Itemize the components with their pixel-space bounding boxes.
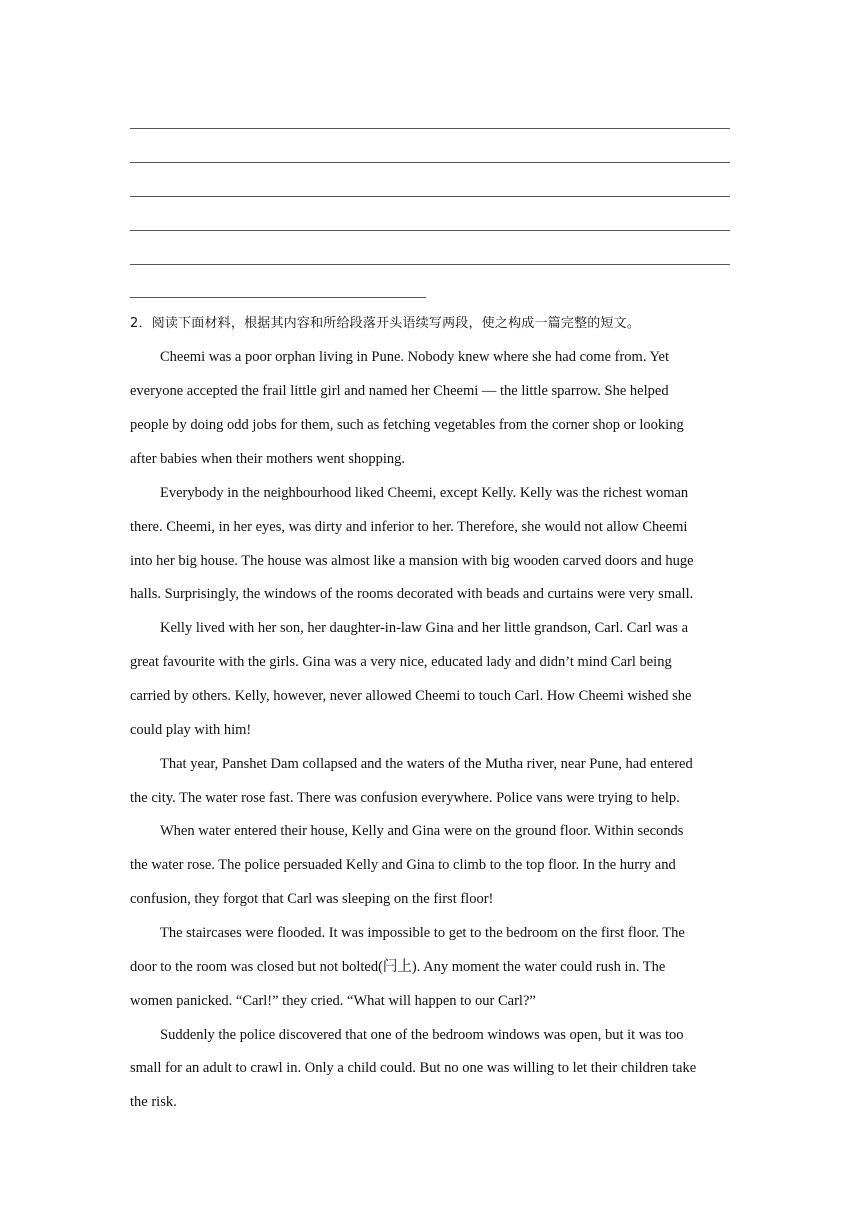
passage-line: carried by others. Kelly, however, never allowed Cheemi to touch Carl. How Cheemi wished she	[130, 688, 692, 704]
passage-line: The staircases were flooded. It was impossible to get to the bedroom on the first floor. The	[160, 925, 685, 941]
passage-line: the city. The water rose fast. There was confusion everywhere. Police vans were trying to help.	[130, 790, 680, 806]
passage-line: halls. Surprisingly, the windows of the rooms decorated with beads and curtains were very small.	[130, 586, 694, 602]
passage-line: there. Cheemi, in her eyes, was dirty and inferior to her. Therefore, she would not allow Cheemi	[130, 519, 688, 535]
passage-line: the water rose. The police persuaded Kelly and Gina to climb to the top floor. In the hurry and	[130, 857, 676, 873]
answer-line	[130, 128, 730, 129]
answer-line	[130, 230, 730, 231]
passage-line: people by doing odd jobs for them, such as fetching vegetables from the corner shop or looking	[130, 417, 684, 433]
answer-line	[130, 264, 730, 265]
passage-line: the risk.	[130, 1094, 177, 1110]
passage-line: When water entered their house, Kelly and Gina were on the ground floor. Within seconds	[160, 823, 684, 839]
passage-line: could play with him!	[130, 722, 252, 738]
question-header: 2．阅读下面材料，根据其内容和所给段落开头语续写两段，使之构成一篇完整的短文。	[130, 316, 641, 331]
passage-line: Everybody in the neighbourhood liked Cheemi, except Kelly. Kelly was the richest woman	[160, 485, 689, 501]
passage-line: after babies when their mothers went shopping.	[130, 451, 406, 467]
passage-line: Cheemi was a poor orphan living in Pune. Nobody knew where she had come from. Yet	[160, 349, 670, 365]
passage-line: Suddenly the police discovered that one of the bedroom windows was open, but it was too	[160, 1027, 684, 1043]
passage-line: women panicked. “Carl!” they cried. “What will happen to our Carl?”	[130, 993, 536, 1009]
passage-line: great favourite with the girls. Gina was a very nice, educated lady and didn’t mind Carl being	[130, 654, 672, 670]
answer-line	[130, 196, 730, 197]
passage-line: into her big house. The house was almost like a mansion with big wooden carved doors and huge	[130, 553, 694, 569]
passage-line: That year, Panshet Dam collapsed and the waters of the Mutha river, near Pune, had entered	[160, 756, 693, 772]
answer-line-short	[130, 297, 426, 298]
passage-line: door to the room was closed but not bolted(闩上). Any moment the water could rush in. The	[130, 959, 666, 975]
passage-line: everyone accepted the frail little girl and named her Cheemi — the little sparrow. She helped	[130, 383, 669, 399]
passage-line: confusion, they forgot that Carl was sleeping on the first floor!	[130, 891, 494, 907]
passage-line: Kelly lived with her son, her daughter-in-law Gina and her little grandson, Carl. Carl was a	[160, 620, 689, 636]
answer-line	[130, 162, 730, 163]
passage-line: small for an adult to crawl in. Only a child could. But no one was willing to let their children take	[130, 1060, 697, 1076]
